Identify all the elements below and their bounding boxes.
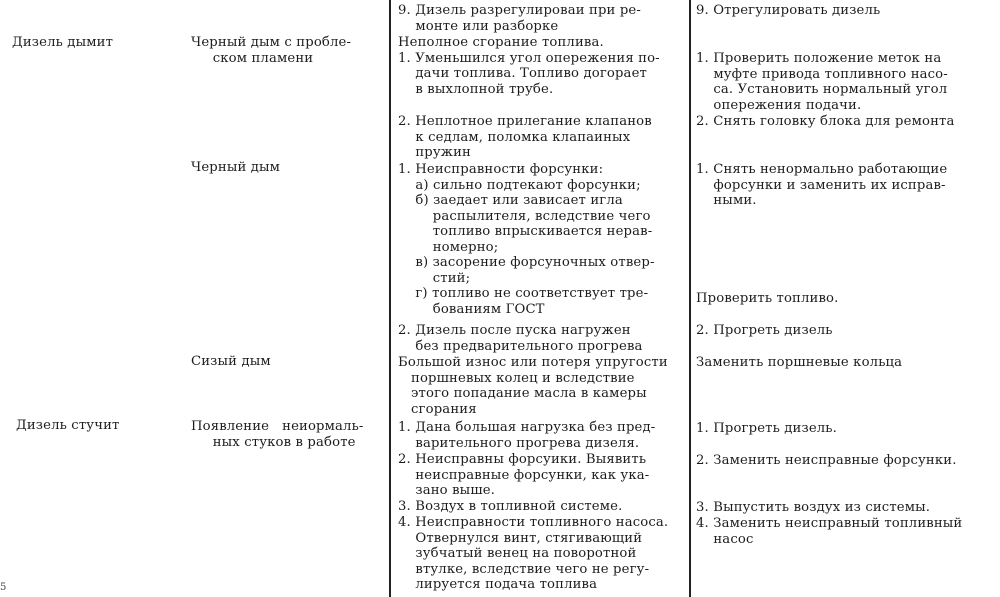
symptom-cell: Появление неиормаль- ных стуков в работе (191, 419, 364, 450)
remedy-cell: 2. Снять головку блока для ремонта (696, 114, 955, 129)
cause-cell: Большой износ или потеря упругости поршневых колец и вследствие этого попадание масла в камеры сгорания (398, 355, 668, 417)
cause-cell: 4. Неисправности топливного насоса. Отвернулся винт, стягивающий зубчатый венец на поворотной втулке, вследствие чего не регу- лируется подача топлива (398, 515, 669, 592)
symptom-cell: Сизый дым (191, 354, 271, 369)
cause-cell: 2. Дизель после пуска нагружен без предварительного прогрева (398, 323, 643, 354)
remedy-cell: 1. Прогреть дизель. (696, 421, 837, 436)
page-edge-mark: 5 (0, 582, 7, 593)
malfunction-cell: Дизель стучит (16, 418, 120, 433)
remedy-cell: 2. Заменить неисправные форсунки. (696, 453, 957, 468)
remedy-cell: 1. Проверить положение меток на муфте привода топливного насо- са. Установить нормальный угол опережения подачи. (696, 51, 948, 113)
column-divider-left (389, 0, 391, 597)
cause-cell: 2. Неплотное прилегание клапанов к седлам, поломка клапаиных пружин (398, 114, 652, 160)
malfunction-cell: Дизель дымит (12, 35, 114, 50)
remedy-cell: Проверить топливо. (696, 291, 839, 306)
remedy-cell: 4. Заменить неисправный топливный насос (696, 516, 963, 547)
cause-cell: 9. Дизель разрегулироваи при ре- монте или разборке (398, 3, 641, 34)
cause-cell: Неполное сгорание топлива. 1. Уменьшился угол опережения по- дачи топлива. Топливо догорает в выхлопной трубе. (398, 35, 660, 97)
column-divider-right (689, 0, 691, 597)
remedy-cell: 9. Отрегулировать дизель (696, 3, 881, 18)
cause-cell: 3. Воздух в топливной системе. (398, 499, 623, 514)
remedy-cell: 2. Прогреть дизель (696, 323, 833, 338)
cause-cell: 2. Неисправны форсуики. Выявить неисправные форсунки, как ука- зано выше. (398, 452, 650, 498)
remedy-cell: Заменить поршневые кольца (696, 355, 903, 370)
cause-cell: 1. Дана большая нагрузка без пред- варительного прогрева дизеля. (398, 420, 656, 451)
cause-cell: 1. Неисправности форсунки: а) сильно подтекают форсунки; б) заедает или зависает игла распылителя, вследствие чего топливо впрыскивается нерав- номерно; в) засорение форсуночных отвер- стий; г) топливо не соответствует тре- бованиям ГОСТ (398, 162, 655, 317)
symptom-cell: Черный дым (191, 160, 281, 175)
remedy-cell: 3. Выпустить воздух из системы. (696, 500, 931, 515)
symptom-cell: Черный дым с пробле- ском пламени (191, 35, 352, 66)
remedy-cell: 1. Снять ненормально работающие форсунки и заменить их исправ- ными. (696, 162, 948, 208)
